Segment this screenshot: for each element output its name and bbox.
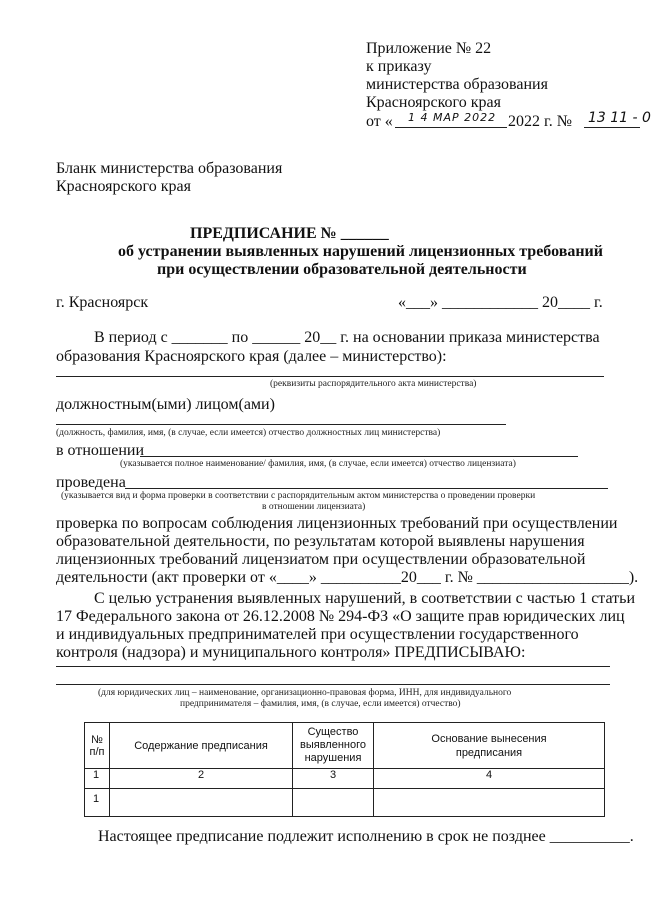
- caption-entity1: (для юридических лиц – наименование, организационно-правовая форма, ИНН, для индивидуального: [98, 688, 512, 698]
- caption-licensee: (указывается полное наименование/ фамилия, имя, (в случае, если имеется) отчество лицензиата): [120, 459, 516, 469]
- city: г. Красноярск: [56, 294, 149, 311]
- deadline-text: Настоящее предписание подлежит исполнению в срок не позднее __________.: [98, 828, 634, 845]
- act-blank-line: [56, 376, 604, 377]
- para1-line4: деятельности (акт проверки от «____» __________20___ г. № ___________________).: [56, 569, 639, 586]
- handwritten-number: 13 11 - 0: [588, 110, 651, 126]
- caption-officials: (должность, фамилия, имя, (в случае, если имеется) отчество должностных лиц министерства): [56, 428, 441, 438]
- table-cell: [374, 789, 605, 817]
- title-subline2: при осуществлении образовательной деятельности: [157, 261, 527, 278]
- para2-line3: и индивидуальных предпринимателей при осуществлении государственного: [56, 626, 579, 643]
- table-row: [85, 769, 605, 789]
- appendix-line4: Красноярского края: [366, 94, 501, 111]
- letterhead-line2: Красноярского края: [56, 178, 191, 195]
- letterhead-line1: Бланк министерства образования: [56, 160, 283, 177]
- table-cell: [293, 789, 374, 817]
- licensee-blank-line: [140, 456, 578, 457]
- appendix-year-label: 2022 г. №: [508, 113, 573, 130]
- conducted-label: проведена: [56, 474, 126, 491]
- caption-act: (реквизиты распорядительного акта министерства): [270, 379, 477, 389]
- period-line: В период с _______ по ______ 20__ г. на основании приказа министерства: [94, 329, 600, 346]
- para1-line3: лицензионных требований лицензиатом при осуществлении образовательной: [56, 551, 586, 568]
- caption-check2: в отношении лицензиата): [262, 502, 366, 512]
- table-cell: [110, 789, 293, 817]
- header-basis: Основание вынесения предписания: [374, 723, 605, 769]
- caption-check1: (указывается вид и форма проверки в соответствии с распорядительным актом министерства о проведении проверки: [61, 491, 536, 501]
- officials-label: должностным(ыми) лицом(ами): [56, 396, 275, 413]
- date-template: «___» ____________ 20____ г.: [398, 294, 603, 311]
- caption-entity2: предпринимателя – фамилия, имя, (в случае, если имеется) отчество): [180, 699, 461, 709]
- title-subline1: об устранении выявленных нарушений лицензионных требований: [118, 243, 603, 260]
- date-underline: [395, 127, 507, 128]
- table-cell: 3: [293, 769, 374, 789]
- para2-line2: 17 Федерального закона от 26.12.2008 № 294-ФЗ «О защите прав юридических лиц: [56, 608, 625, 625]
- appendix-line3: министерства образования: [366, 76, 548, 93]
- handwritten-date: 1 4 МАР 2022: [408, 111, 497, 124]
- document-title: ПРЕДПИСАНИЕ № ______: [190, 225, 389, 242]
- appendix-from-label: от «: [366, 113, 393, 130]
- number-underline: [584, 127, 640, 128]
- appendix-line2: к приказу: [366, 58, 432, 75]
- entity-blank-line1: [56, 666, 610, 667]
- officials-blank-line: [56, 424, 506, 425]
- appendix-line1: Приложение № 22: [366, 40, 492, 57]
- table-cell: 2: [110, 769, 293, 789]
- header-number: № п/п: [85, 723, 110, 769]
- table-cell: 4: [374, 769, 605, 789]
- table-cell: 1: [85, 789, 110, 817]
- regarding-label: в отношении: [56, 442, 145, 459]
- header-violation: Существо выявленного нарушения: [293, 723, 374, 769]
- para2-line1: С целью устранения выявленных нарушений, в соответствии с частью 1 статьи: [94, 590, 636, 607]
- para2-line4: контроля (надзора) и муниципального контроля» ПРЕДПИСЫВАЮ:: [56, 644, 526, 661]
- prescription-table: [84, 722, 605, 817]
- table-row: [85, 789, 605, 817]
- table-cell: 1: [85, 769, 110, 789]
- entity-blank-line2: [56, 684, 610, 685]
- para1-line2: образовательной деятельности, по результатам которой выявлены нарушения: [56, 533, 585, 550]
- check-blank-line: [125, 488, 608, 489]
- period-line2: образования Красноярского края (далее – министерство):: [56, 348, 447, 365]
- para1-line1: проверка по вопросам соблюдения лицензионных требований при осуществлении: [56, 515, 618, 532]
- header-content: Содержание предписания: [110, 723, 293, 769]
- table-header-row: [85, 723, 605, 769]
